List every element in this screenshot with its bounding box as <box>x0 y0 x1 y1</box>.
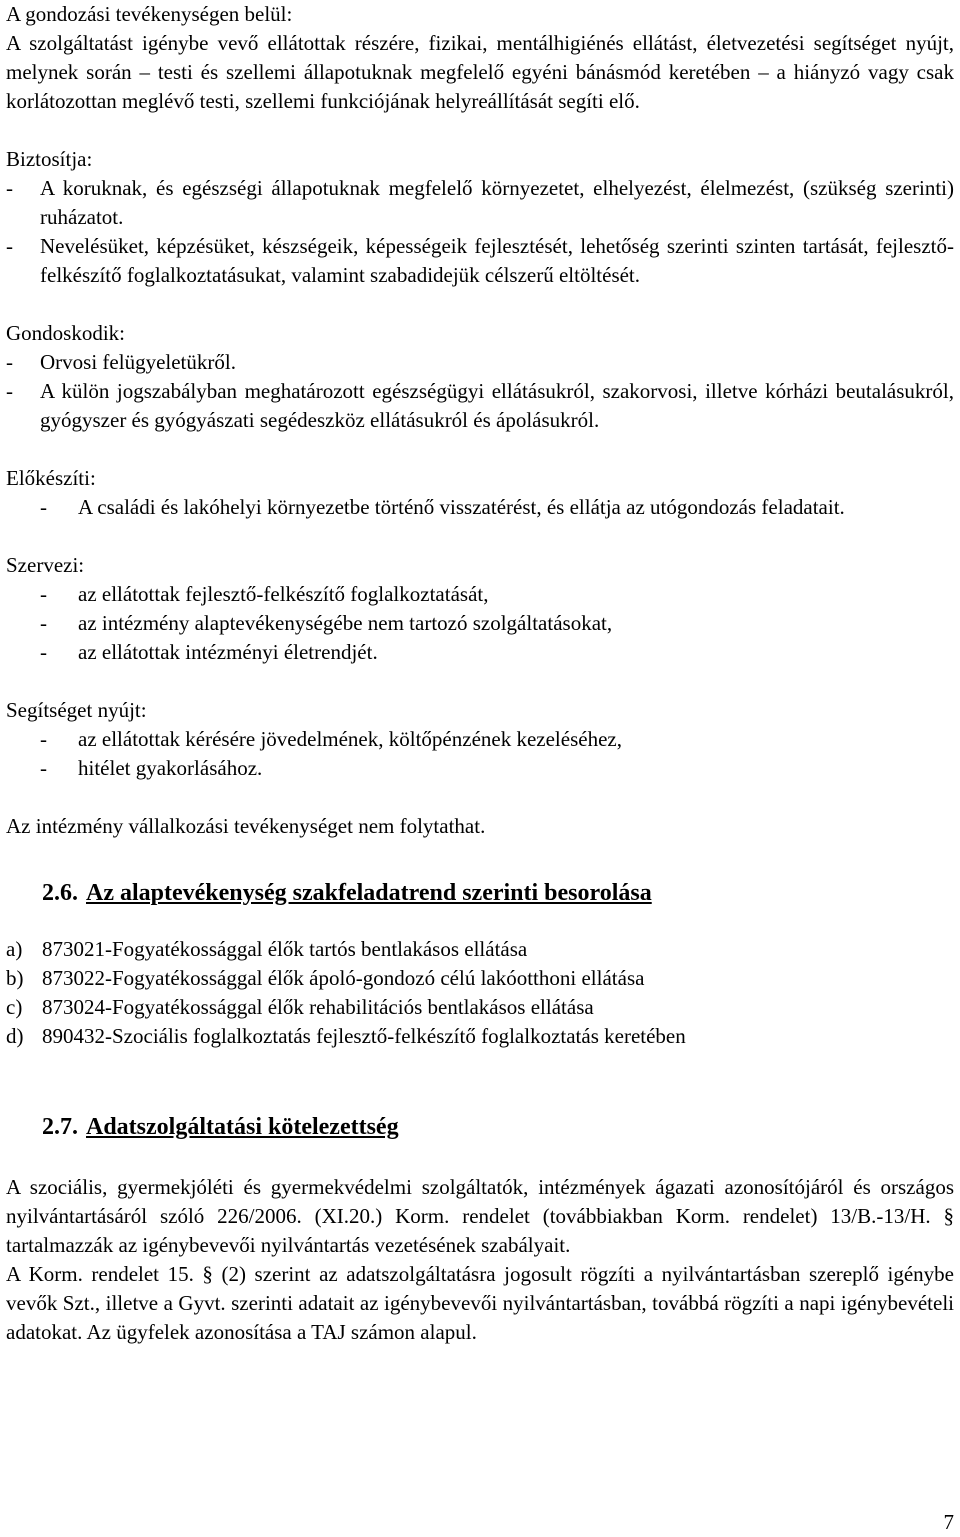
gondoskodik-item-1: Orvosi felügyeletükről. <box>40 350 236 374</box>
biztositja-item-1: A koruknak, és egészségi állapotuknak megfelelő környezetet, elhelyezést, élelmezést, (szükség szerinti) ruházatot. <box>40 176 954 229</box>
segitseget-item-2: hitélet gyakorlásához. <box>78 756 263 780</box>
segitseget-label: Segítséget nyújt: <box>6 698 147 722</box>
list-item <box>6 964 954 993</box>
list-item: - Nevelésüket, képzésüket, készségeik, képességeik fejlesztését, lehetőség szerinti szinten tartását, fejlesztő-felkészítő foglalkoztatásukat, valamint szabadidejük célszerű eltöltését. <box>6 232 954 290</box>
vallalkozasi-statement: Az intézmény vállalkozási tevékenységet nem folytathat. <box>6 814 486 838</box>
list-item: - Orvosi felügyeletükről. <box>6 348 954 377</box>
document-page <box>6 0 954 1347</box>
section-number: 2.6. <box>42 880 78 906</box>
list-item: - hitélet gyakorlásához. <box>6 754 954 783</box>
list-marker: b) <box>6 966 24 990</box>
section-number: 2.7. <box>42 1114 78 1140</box>
list-item: - az intézmény alaptevékenységébe nem tartozó szolgáltatásokat, <box>6 609 954 638</box>
intro-paragraph: A szolgáltatást igénybe vevő ellátottak részére, fizikai, mentálhigiénés ellátást, életvezetési segítséget nyújt, melynek során – testi és szellemi állapotuknak megfelelő egyéni bánásmód keretében – a hiányzó vagy csak korlátozottan meglévő testi, szellemi funkciójának helyreállítását segíti elő. <box>6 31 954 113</box>
list-marker: a) <box>6 937 23 961</box>
section-heading-2-6 <box>42 877 954 909</box>
szervezi-item-1: az ellátottak fejlesztő-felkészítő foglalkoztatását, <box>78 582 489 606</box>
section-heading-2-7 <box>42 1111 954 1143</box>
gondoskodik-item-2: A külön jogszabályban meghatározott egészségügyi ellátásukról, szakorvosi, illetve kórházi beutalásukról, gyógyszer és gyógyászati segédeszköz ellátásukról és ápolásukról. <box>40 379 954 432</box>
section27-paragraph-1: A szociális, gyermekjóléti és gyermekvédelmi szolgáltatók, intézmények ágazati azonosítójáról és országos nyilvántartásáról szóló 226/2006. (XI.20.) Korm. rendelet (továbbiakban Korm. rendelet) 13/B.-13/H. § tartalmazzák az igénybevevői nyilvántartás vezetésének szabályait. <box>6 1175 954 1257</box>
list-item <box>6 993 954 1022</box>
biztositja-item-2: Nevelésüket, képzésüket, készségeik, képességeik fejlesztését, lehetőség szerinti szinten tartását, fejlesztő-felkészítő foglalkoztatásukat, valamint szabadidejük célszerű eltöltését. <box>40 234 954 287</box>
elokesziti-item-1: A családi és lakóhelyi környezetbe történő visszatérést, és ellátja az utógondozás feladatait. <box>78 495 845 519</box>
list-item: - A családi és lakóhelyi környezetbe történő visszatérést, és ellátja az utógondozás feladatait. <box>6 493 954 522</box>
list-text: 873021-Fogyatékossággal élők tartós bentlakásos ellátása <box>42 937 528 961</box>
page-number: 7 <box>943 1510 954 1534</box>
biztositja-label: Biztosítja: <box>6 147 93 171</box>
list-item: - az ellátottak intézményi életrendjét. <box>6 638 954 667</box>
list-item: - az ellátottak kérésére jövedelmének, költőpénzének kezeléséhez, <box>6 725 954 754</box>
list-marker: d) <box>6 1024 24 1048</box>
list-item: - A koruknak, és egészségi állapotuknak megfelelő környezetet, elhelyezést, élelmezést, (szükség szerinti) ruházatot. <box>6 174 954 232</box>
szervezi-item-2: az intézmény alaptevékenységébe nem tartozó szolgáltatásokat, <box>78 611 613 635</box>
szervezi-label: Szervezi: <box>6 553 85 577</box>
elokesziti-label: Előkészíti: <box>6 466 96 490</box>
szervezi-item-3: az ellátottak intézményi életrendjét. <box>78 640 378 664</box>
list-item <box>6 935 954 964</box>
list-marker: c) <box>6 995 23 1019</box>
list-item <box>6 1022 954 1051</box>
section-title: Az alaptevékenység szakfeladatrend szerinti besorolása <box>86 880 652 906</box>
section-title: Adatszolgáltatási kötelezettség <box>86 1114 399 1140</box>
intro-heading: A gondozási tevékenységen belül: <box>6 2 293 26</box>
segitseget-item-1: az ellátottak kérésére jövedelmének, költőpénzének kezeléséhez, <box>78 727 622 751</box>
list-text: 873024-Fogyatékossággal élők rehabilitációs bentlakásos ellátása <box>42 995 594 1019</box>
list-text: 873022-Fogyatékossággal élők ápoló-gondozó célú lakóotthoni ellátása <box>42 966 645 990</box>
gondoskodik-label: Gondoskodik: <box>6 321 126 345</box>
list-item: - az ellátottak fejlesztő-felkészítő foglalkoztatását, <box>6 580 954 609</box>
list-text: 890432-Szociális foglalkoztatás fejlesztő-felkészítő foglalkoztatás keretében <box>42 1024 686 1048</box>
section27-paragraph-2: A Korm. rendelet 15. § (2) szerint az adatszolgáltatásra jogosult rögzíti a nyilvántartásban szereplő igénybe vevők Szt., illetve a Gyvt. szerinti adatait az igénybevevői nyilvántartásban, továbbá rögzíti a napi igénybevételi adatokat. Az ügyfelek azonosítása a TAJ számon alapul. <box>6 1262 954 1344</box>
list-item: - A külön jogszabályban meghatározott egészségügyi ellátásukról, szakorvosi, illetve kórházi beutalásukról, gyógyszer és gyógyászati segédeszköz ellátásukról és ápolásukról. <box>6 377 954 435</box>
